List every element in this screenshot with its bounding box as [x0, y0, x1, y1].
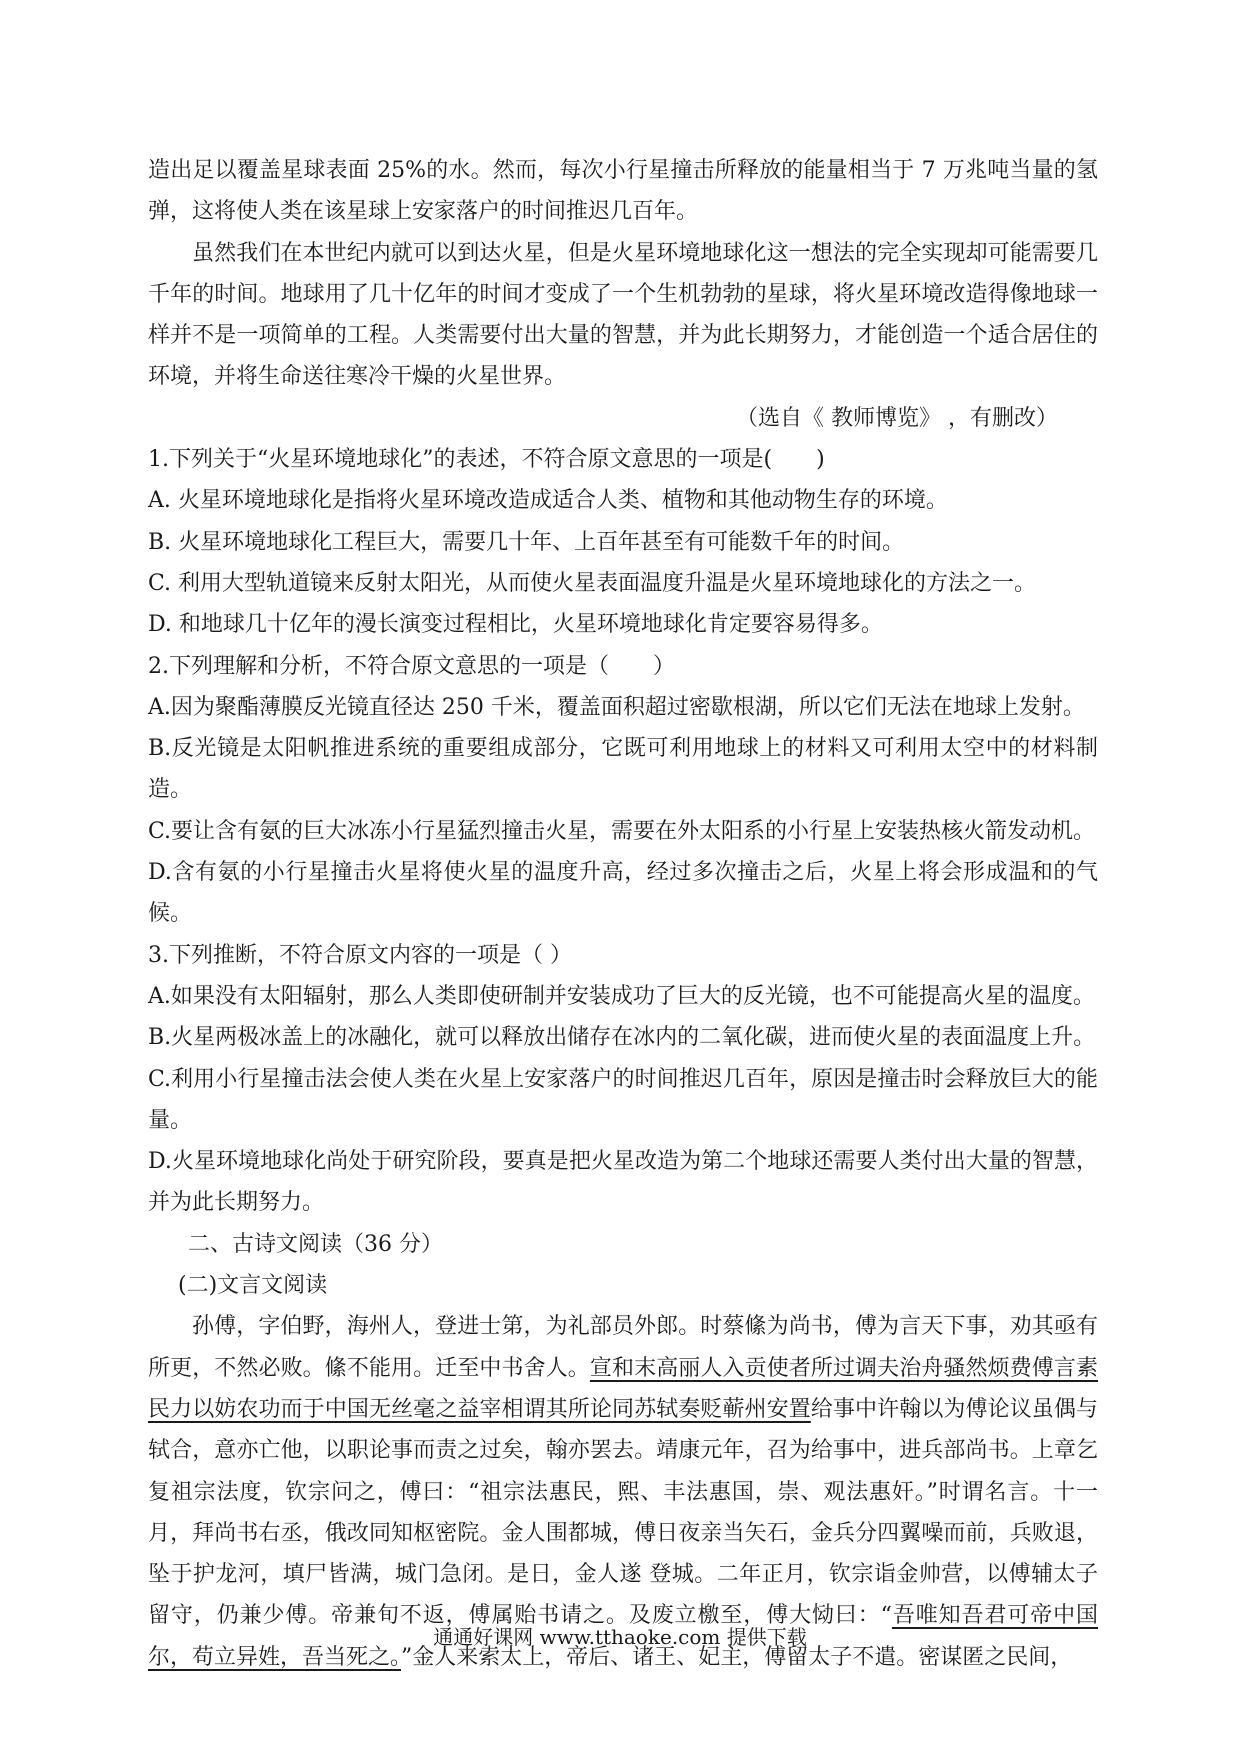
classical-text-part-1: 孙傅，字伯野，海州人，登进士第，为礼部员外郎。时蔡絛为尚书，傅为言天下事，劝其亟有所更，不然必败。絛不能用。迁至中书舍人。 — [148, 1314, 1098, 1381]
question-3-option-d: D.火星环境地球化尚处于研究阶段，要真是把火星改造为第二个地球还需要人类付出大量的智慧，并为此长期努力。 — [148, 1149, 1098, 1216]
question-2-option-c: C.要让含有氨的巨大冰冻小行星猛烈撞击火星，需要在外太阳系的小行星上安装热核火箭发动机。 — [148, 818, 1096, 844]
question-1-option-d: D. 和地球几十亿年的漫长演变过程相比，火星环境地球化肯定要容易得多。 — [148, 612, 883, 638]
underlined-sentence-2: 吾唯知吾君可帝中国尔，苟立异姓，吾当死之。 — [148, 1603, 1098, 1670]
passage-paragraph-2: 虽然我们在本世纪内就可以到达火星，但是火星环境地球化这一想法的完全实现却可能需要几千年的时间。地球用了几十亿年的时间才变成了一个生机勃勃的星球，将火星环境改造得像地球一样并不是一项简单的工程。人类需要付出大量的智慧，并为此长期努力，才能创造一个适合居住的环境，并将生命送往寒冷干燥的火星世界。 — [148, 240, 1098, 390]
passage-paragraph-1: 造出足以覆盖星球表面 25%的水。然而，每次小行星撞击所释放的能量相当于 7 万兆吨当量的氢弹，这将使人类在该星球上安家落户的时间推迟几百年。 — [148, 158, 1098, 225]
question-1-option-a: A. 火星环境地球化是指将火星环境改造成适合人类、植物和其他动物生存的环境。 — [148, 488, 948, 514]
question-1-option-b: B. 火星环境地球化工程巨大，需要几十年、上百年甚至有可能数千年的时间。 — [148, 529, 905, 555]
question-2-option-d: D.含有氨的小行星撞击火星将使火星的温度升高，经过多次撞击之后，火星上将会形成温和的气候。 — [148, 860, 1098, 927]
question-1-option-c: C. 利用大型轨道镜来反射太阳光，从而使火星表面温度升温是火星环境地球化的方法之一。 — [148, 570, 1037, 596]
classical-text-part-3: ”金人来索太上，帝后、诸王、妃主，傅留太子不遣。密谋匿之民间， — [401, 1644, 1073, 1670]
page-footer: 通通好课网 www.tthaoke.com 提供下载 — [433, 1625, 807, 1649]
section-title: 二、古诗文阅读（36 分） — [188, 1231, 443, 1257]
underlined-sentence-1: 宣和末高丽人入贡使者所过调夫治舟骚然烦费傅言素民力以妨农功而于中国无丝毫之益宰相谓其所论同苏轼奏贬蕲州安置 — [148, 1355, 1098, 1422]
question-3-option-c: C.利用小行星撞击法会使人类在火星上安家落户的时间推迟几百年，原因是撞击时会释放巨大的能量。 — [148, 1066, 1098, 1133]
section-subtitle: (二)文言文阅读 — [178, 1273, 328, 1299]
classical-text-part-2: 给事中许翰以为傅论议虽偶与轼合，意亦亡他，以职论事而责之过矣，翰亦罢去。靖康元年，召为给事中，进兵部尚书。上章乞复祖宗法度，钦宗问之，傅曰：“祖宗法惠民，熙、丰法惠国，崇、观法惠奸。”时谓名言。十一月，拜尚书右丞，俄改同知枢密院。金人围都城，傅日夜亲当矢石，金兵分四翼噪而前，兵败退，坠于护龙河，填尸皆满，城门急闭。是日，金人遂 登城。二年正月，钦宗诣金帅营，以傅辅太子留守，仍兼少傅。帝兼旬不返，傅属贻书请之。及废立檄至，傅大恸曰：“ — [148, 1396, 1098, 1629]
passage-source: （选自《 教师博览》 ，有删改） — [736, 405, 1058, 431]
question-2-option-b: B.反光镜是太阳帆推进系统的重要组成部分，它既可利用地球上的材料又可利用太空中的材料制造。 — [148, 736, 1098, 803]
page-content — [148, 150, 1098, 1678]
question-3-option-b: B.火星两极冰盖上的冰融化，就可以释放出储存在冰内的二氧化碳，进而使火星的表面温度上升。 — [148, 1025, 1096, 1051]
question-2-option-a: A.因为聚酯薄膜反光镜直径达 250 千米，覆盖面积超过密歇根湖，所以它们无法在地球上发射。 — [148, 694, 1085, 720]
question-3-option-a: A.如果没有太阳辐射，那么人类即使研制并安装成功了巨大的反光镜，也不可能提高火星的温度。 — [148, 983, 1095, 1009]
question-3-stem: 3.下列推断，不符合原文内容的一项是（ ） — [148, 942, 572, 968]
question-2-stem: 2.下列理解和分析，不符合原文意思的一项是（ ） — [148, 653, 675, 679]
question-1-stem: 1.下列关于“火星环境地球化”的表述，不符合原文意思的一项是( ) — [148, 447, 825, 473]
